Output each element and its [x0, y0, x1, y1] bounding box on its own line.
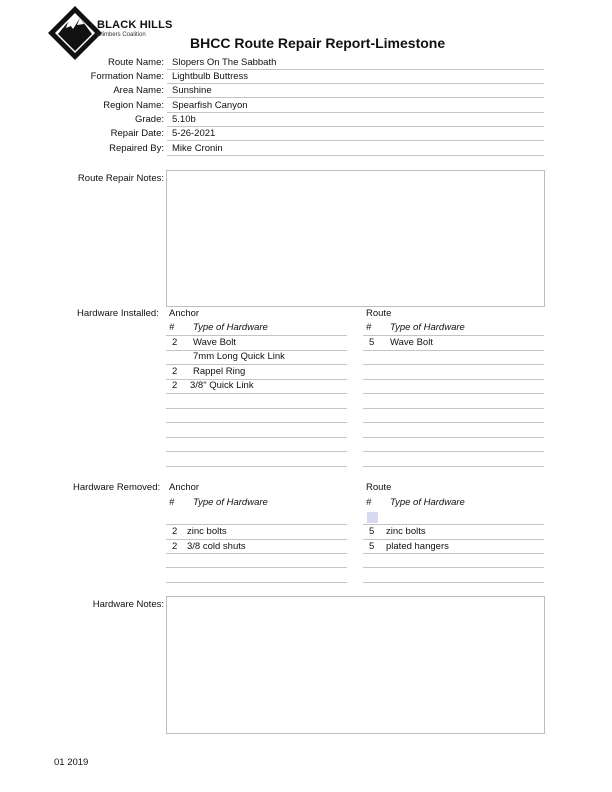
row-line — [166, 422, 347, 423]
row-line — [363, 335, 544, 336]
removed-anchor-type[interactable]: 3/8 cold shuts — [187, 541, 246, 552]
field-underline — [167, 69, 544, 70]
route-name-field[interactable]: Slopers On The Sabbath — [172, 57, 277, 68]
installed-route-qty[interactable]: 5 — [369, 337, 375, 348]
row-line — [363, 364, 544, 365]
removed-route-title: Route — [366, 482, 392, 493]
removed-anchor-type-header: Type of Hardware — [193, 497, 268, 508]
footer-version: 01 2019 — [54, 757, 89, 768]
area-name-field[interactable]: Sunshine — [172, 85, 212, 96]
repair-date-field[interactable]: 5-26-2021 — [172, 128, 216, 139]
row-line — [363, 567, 544, 568]
page-title: BHCC Route Repair Report-Limestone — [190, 35, 446, 51]
hardware-notes-box[interactable] — [166, 596, 545, 734]
field-underline — [167, 97, 544, 98]
row-line — [363, 350, 544, 351]
org-subtitle: Climbers Coalition — [97, 32, 146, 38]
installed-route-type-header: Type of Hardware — [390, 322, 465, 333]
row-line — [363, 379, 544, 380]
removed-route-type[interactable]: zinc bolts — [386, 526, 426, 537]
grade-label: Grade: — [134, 114, 164, 125]
route-name-label: Route Name: — [108, 57, 164, 68]
removed-route-type[interactable]: plated hangers — [386, 541, 449, 552]
grade-field[interactable]: 5.10b — [172, 114, 196, 125]
installed-anchor-title: Anchor — [169, 308, 200, 319]
installed-anchor-type[interactable]: 3/8" Quick Link — [190, 380, 254, 391]
installed-anchor-type[interactable]: Rappel Ring — [193, 366, 246, 377]
installed-route-num-header: # — [366, 322, 372, 333]
field-underline — [167, 155, 544, 156]
field-underline — [167, 126, 544, 127]
black-hills-logo — [46, 4, 104, 62]
installed-anchor-qty[interactable]: 2 — [172, 366, 178, 377]
row-line — [363, 582, 544, 583]
hardware-installed-label: Hardware Installed: — [77, 308, 159, 319]
row-line — [363, 451, 544, 452]
row-line — [363, 393, 544, 394]
repair-date-label: Repair Date: — [110, 128, 164, 139]
installed-anchor-type[interactable]: 7mm Long Quick Link — [193, 351, 285, 362]
row-line — [166, 553, 347, 554]
row-line — [166, 393, 347, 394]
region-name-label: Region Name: — [103, 100, 164, 111]
row-line — [166, 451, 347, 452]
route-repair-notes-label: Route Repair Notes: — [77, 173, 164, 184]
row-line — [363, 553, 544, 554]
repaired-by-field[interactable]: Mike Cronin — [172, 143, 223, 154]
row-line — [363, 408, 544, 409]
area-name-label: Area Name: — [113, 85, 164, 96]
formation-name-label: Formation Name: — [90, 71, 164, 82]
row-line — [166, 408, 347, 409]
removed-route-num-header: # — [366, 497, 372, 508]
formation-name-field[interactable]: Lightbulb Buttress — [172, 71, 249, 82]
row-line — [166, 437, 347, 438]
removed-route-qty[interactable]: 5 — [369, 541, 375, 552]
row-line — [166, 466, 347, 467]
org-name: BLACK HILLS — [97, 19, 173, 31]
removed-anchor-type[interactable]: zinc bolts — [187, 526, 227, 537]
installed-anchor-qty[interactable]: 2 — [172, 337, 178, 348]
row-line — [166, 567, 347, 568]
installed-anchor-type-header: Type of Hardware — [193, 322, 268, 333]
installed-anchor-type[interactable]: Wave Bolt — [193, 337, 236, 348]
row-line — [166, 539, 347, 540]
removed-route-type-header: Type of Hardware — [390, 497, 465, 508]
row-line — [363, 437, 544, 438]
row-line — [363, 539, 544, 540]
removed-anchor-qty[interactable]: 2 — [172, 526, 178, 537]
row-line — [166, 524, 347, 525]
field-underline — [167, 112, 544, 113]
removed-anchor-num-header: # — [169, 497, 175, 508]
repaired-by-label: Repaired By: — [109, 143, 164, 154]
row-line — [363, 422, 544, 423]
row-line — [363, 466, 544, 467]
row-line — [166, 364, 347, 365]
row-line — [363, 524, 544, 525]
hardware-notes-label: Hardware Notes: — [92, 599, 164, 610]
highlighted-cell[interactable] — [367, 512, 378, 523]
removed-anchor-qty[interactable]: 2 — [172, 541, 178, 552]
hardware-removed-label: Hardware Removed: — [73, 482, 161, 493]
removed-route-qty[interactable]: 5 — [369, 526, 375, 537]
installed-anchor-qty[interactable]: 2 — [172, 380, 178, 391]
field-underline — [167, 140, 544, 141]
installed-anchor-num-header: # — [169, 322, 175, 333]
field-underline — [167, 83, 544, 84]
installed-route-title: Route — [366, 308, 392, 319]
region-name-field[interactable]: Spearfish Canyon — [172, 100, 248, 111]
removed-anchor-title: Anchor — [169, 482, 200, 493]
row-line — [166, 582, 347, 583]
row-line — [166, 335, 347, 336]
route-repair-notes-box[interactable] — [166, 170, 545, 307]
installed-route-type[interactable]: Wave Bolt — [390, 337, 433, 348]
